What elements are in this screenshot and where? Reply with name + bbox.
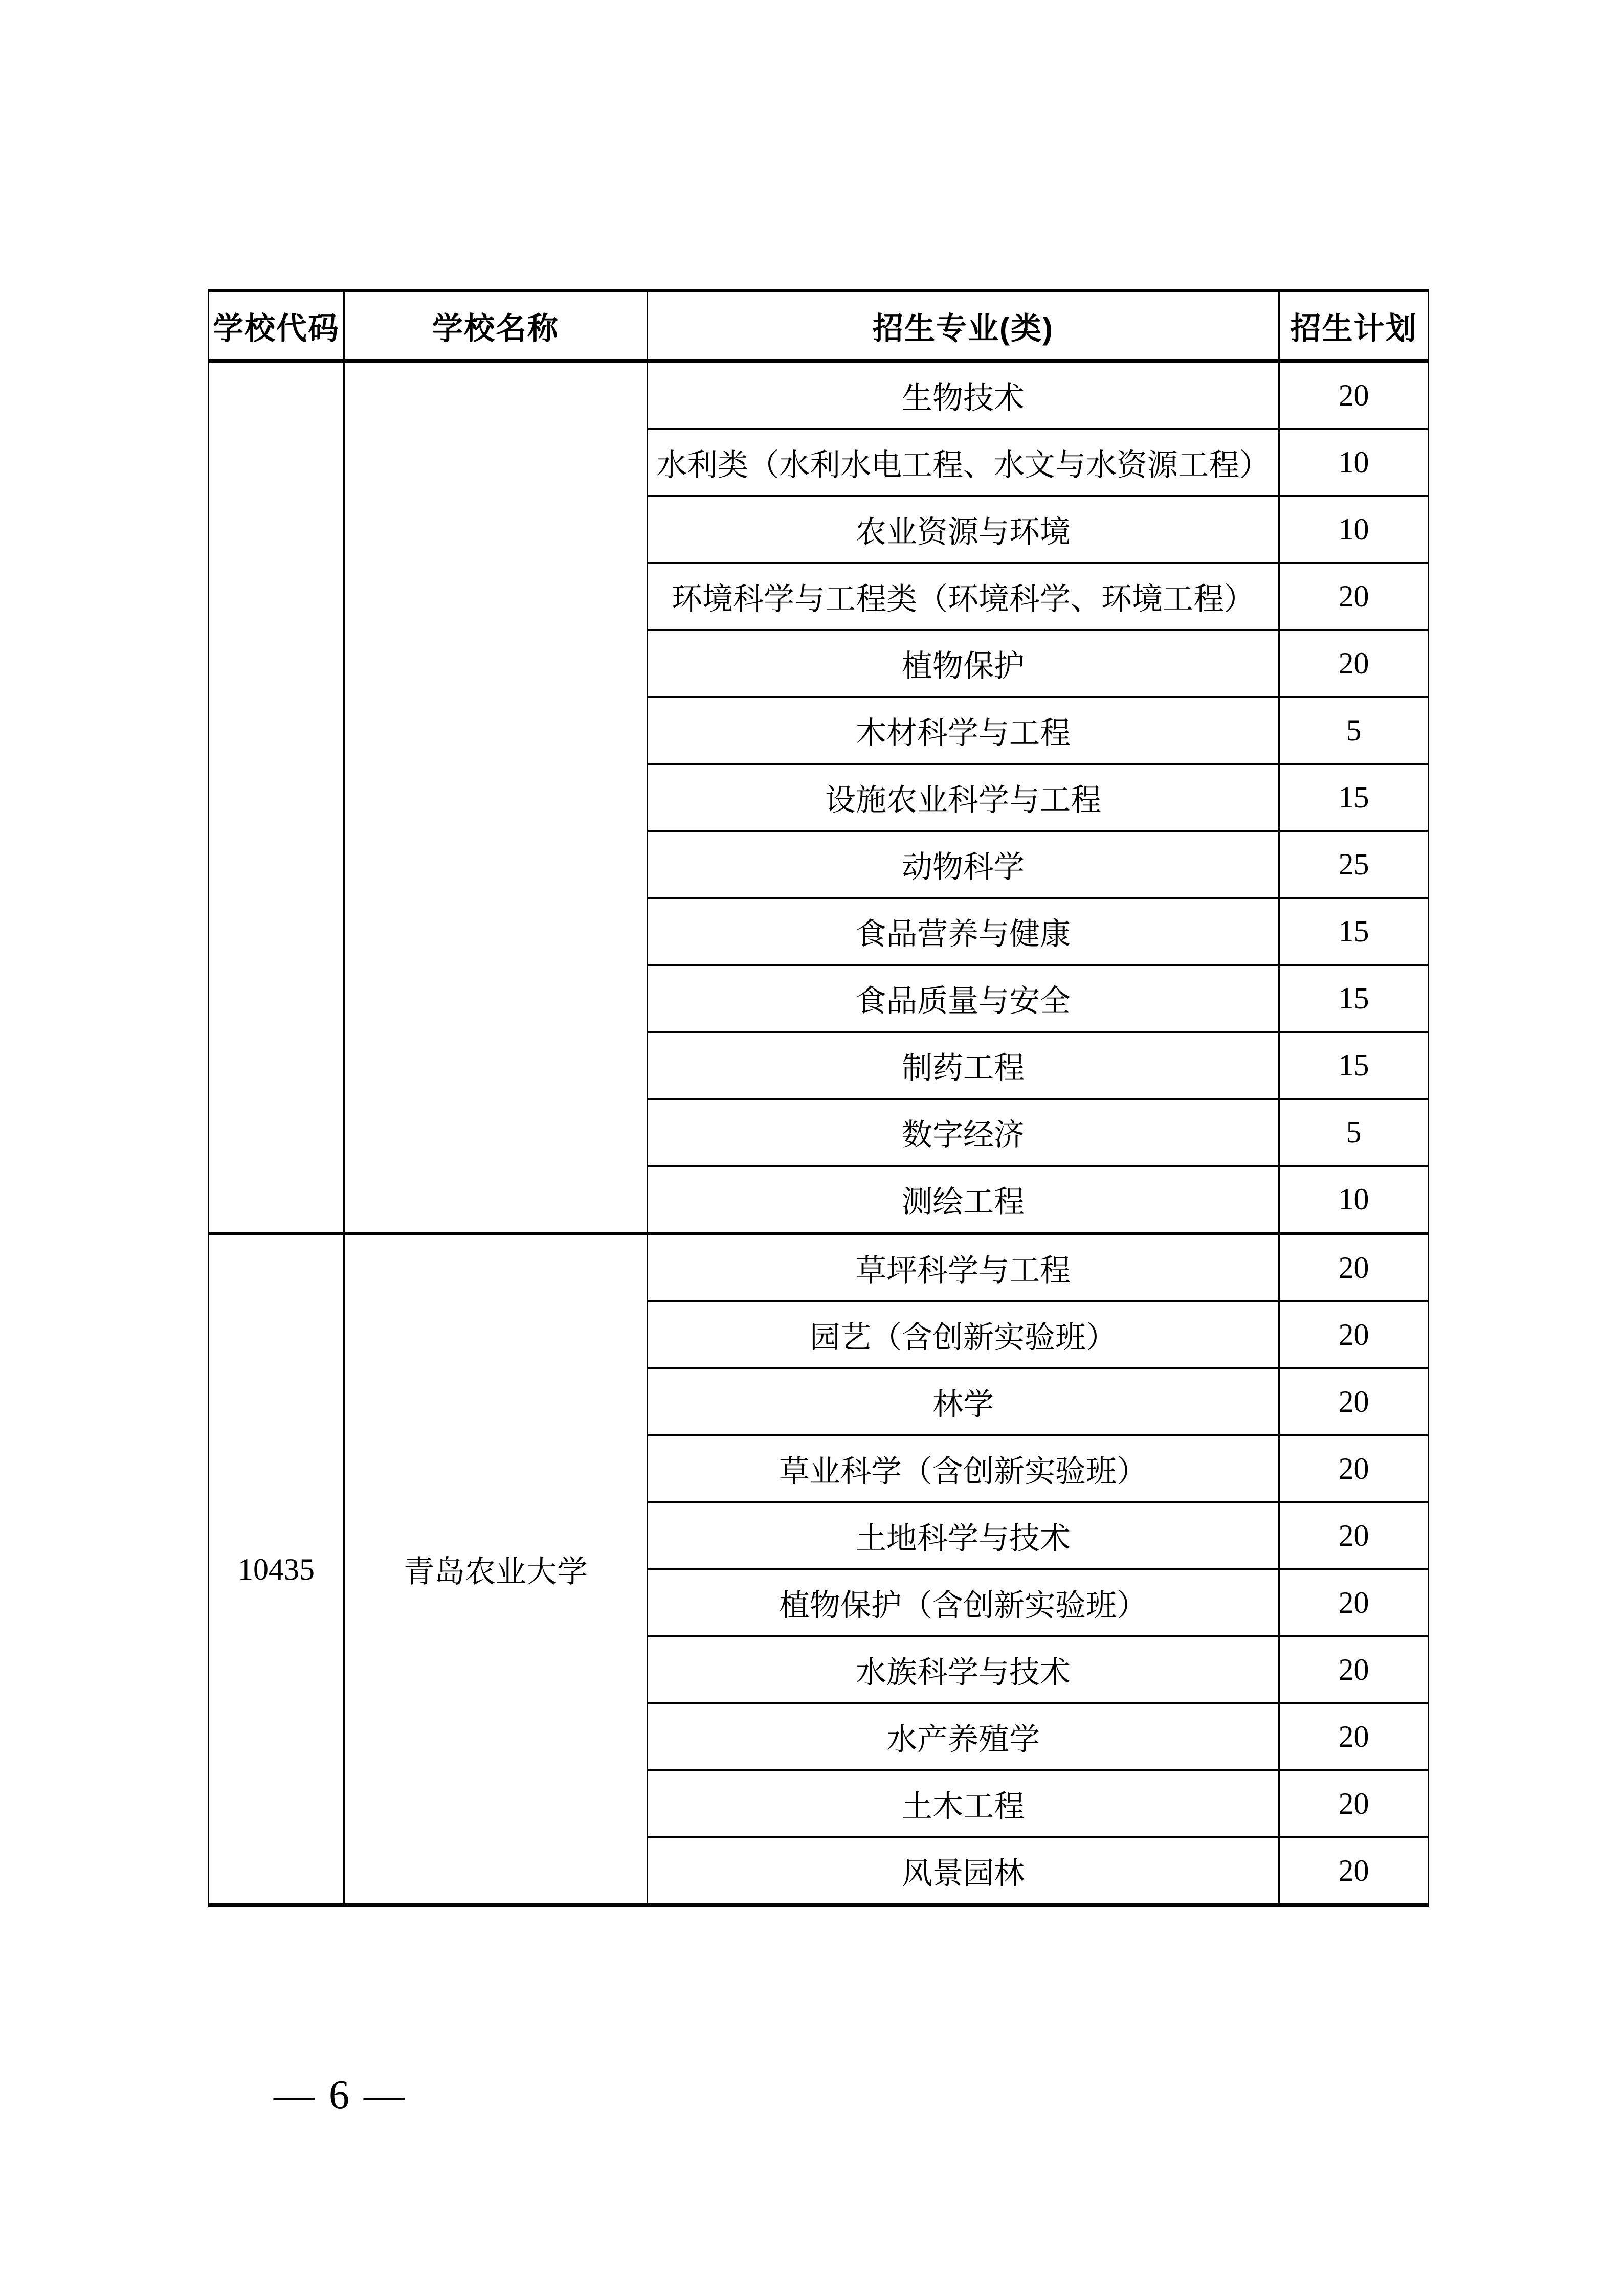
major-cell: 园艺（含创新实验班） [648,1301,1279,1368]
major-cell: 测绘工程 [648,1166,1279,1234]
major-cell: 水利类（水利水电工程、水文与水资源工程） [648,429,1279,496]
school-code-cell: 10435 [209,1234,344,1905]
plan-cell: 20 [1279,1368,1429,1435]
table-body [209,362,1429,1905]
major-cell: 水产养殖学 [648,1703,1279,1770]
major-cell: 植物保护 [648,630,1279,697]
plan-cell: 20 [1279,362,1429,430]
major-cell: 土木工程 [648,1770,1279,1837]
major-cell: 农业资源与环境 [648,496,1279,563]
plan-cell: 20 [1279,1435,1429,1502]
header-school-name: 学校名称 [344,291,648,362]
plan-cell: 20 [1279,1770,1429,1837]
plan-cell: 20 [1279,1636,1429,1703]
major-cell: 风景园林 [648,1837,1279,1905]
school-name-cell [344,362,648,1234]
plan-cell: 10 [1279,1166,1429,1234]
plan-cell: 15 [1279,965,1429,1032]
table-row [209,362,1429,430]
header-school-code: 学校代码 [209,291,344,362]
major-cell: 食品营养与健康 [648,898,1279,965]
major-cell: 制药工程 [648,1032,1279,1099]
major-cell: 木材科学与工程 [648,697,1279,764]
plan-cell: 25 [1279,831,1429,898]
plan-cell: 5 [1279,697,1429,764]
major-cell: 植物保护（含创新实验班） [648,1569,1279,1636]
plan-cell: 5 [1279,1099,1429,1166]
major-cell: 草业科学（含创新实验班） [648,1435,1279,1502]
plan-cell: 20 [1279,1301,1429,1368]
plan-cell: 15 [1279,764,1429,831]
major-cell: 环境科学与工程类（环境科学、环境工程） [648,563,1279,630]
page-number: — 6 — [274,2073,407,2118]
major-cell: 数字经济 [648,1099,1279,1166]
plan-cell: 15 [1279,1032,1429,1099]
plan-cell: 20 [1279,630,1429,697]
major-cell: 土地科学与技术 [648,1502,1279,1569]
plan-cell: 20 [1279,1234,1429,1302]
major-cell: 动物科学 [648,831,1279,898]
table-row [209,1234,1429,1302]
plan-cell: 20 [1279,1703,1429,1770]
school-code-cell [209,362,344,1234]
school-name-cell: 青岛农业大学 [344,1234,648,1905]
major-cell: 草坪科学与工程 [648,1234,1279,1302]
header-row [209,291,1429,362]
admission-plan-table [208,289,1429,1907]
table-header [209,291,1429,362]
major-cell: 设施农业科学与工程 [648,764,1279,831]
header-major: 招生专业(类) [648,291,1279,362]
major-cell: 食品质量与安全 [648,965,1279,1032]
plan-cell: 10 [1279,496,1429,563]
major-cell: 林学 [648,1368,1279,1435]
major-cell: 生物技术 [648,362,1279,430]
plan-cell: 20 [1279,1502,1429,1569]
plan-cell: 20 [1279,1837,1429,1905]
plan-cell: 20 [1279,1569,1429,1636]
plan-cell: 10 [1279,429,1429,496]
plan-cell: 20 [1279,563,1429,630]
plan-cell: 15 [1279,898,1429,965]
major-cell: 水族科学与技术 [648,1636,1279,1703]
header-plan: 招生计划 [1279,291,1429,362]
